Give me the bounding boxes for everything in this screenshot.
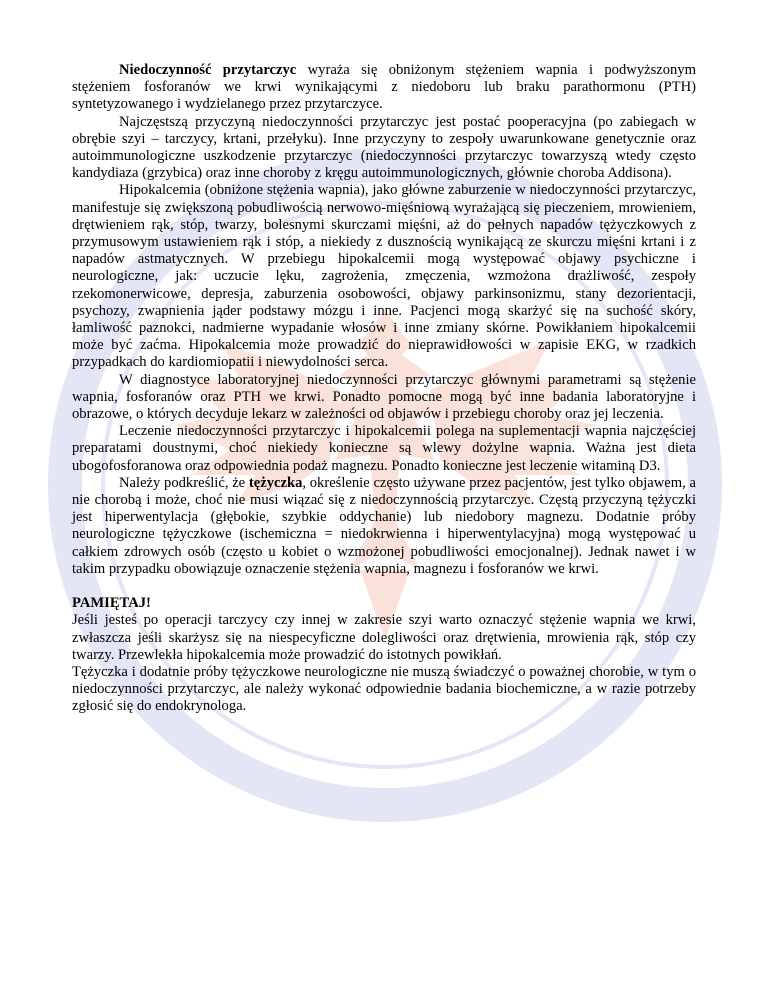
remember-heading: PAMIĘTAJ! xyxy=(72,595,151,612)
spacer xyxy=(72,578,696,595)
paragraph-tetany xyxy=(72,475,696,578)
paragraph-diagnostics: W diagnostyce laboratoryjnej niedoczynności przytarczyc głównymi parametrami są stężenie wapnia, fosforanów oraz PTH we krwi. Ponadto pomocne mogą być inne badania laboratoryjne i obrazowe, o których decyduje lekarz w zależności od objawów i przebiegu choroby oraz jej leczenia. xyxy=(72,371,696,423)
remember-line-1: Jeśli jesteś po operacji tarczycy czy innej w zakresie szyi warto oznaczyć stężenie wapnia we krwi, zwłaszcza jeśli skarżysz się na niespecyficzne dolegliwości oraz drętwienia, mrowienia rąk, stóp czy twarzy. Przewlekła hipokalcemia może prowadzić do istotnych powikłań. xyxy=(72,612,696,663)
paragraph-definition xyxy=(72,62,696,114)
paragraph-causes: Najczęstszą przyczyną niedoczynności przytarczyc jest postać pooperacyjna (po zabiegach w obrębie szyi – tarczycy, krtani, przełyku). Inne przyczyny to zespoły uwarunkowane genetycznie oraz autoimmunologiczne uszkodzenie przytarczyc (niedoczynności przytarczyc towarzyszą wtedy często kandydiaza (grzybica) oraz inne choroby z kręgu autoimmunologicznych, głównie choroba Addisona). xyxy=(72,113,696,182)
document-body xyxy=(72,62,696,716)
term-bold: tężyczka xyxy=(248,474,303,491)
paragraph-text: Należy podkreślić, że xyxy=(119,474,249,491)
paragraph-text: wyraża się obniżonym stężeniem wapnia i podwyższonym stężeniem fosforanów we krwi wynikającymi z niedoboru lub braku parathormonu (PTH) syntetyzowanego i wydzielanego przez przytarczyce. xyxy=(72,62,696,113)
remember-line-2: Tężyczka i dodatnie próby tężyczkowe neurologiczne nie muszą świadczyć o poważnej chorobie, w tym o niedoczynności przytarczyc, ale należy wykonać odpowiednie badania biochemiczne, a w razie potrzeby zgłosić się do endokrynologa. xyxy=(72,663,696,715)
term-bold: Niedoczynność przytarczyc xyxy=(119,62,297,78)
paragraph-text: , określenie często używane przez pacjentów, jest tylko objawem, a nie chorobą i może, choć nie musi wiązać się z niedoczynnością przytarczyc. Częstą przyczyną tężyczki jest hiperwentylacja (głębokie, szybkie oddychanie) lub niedobory magnezu. Dodatnie próby neurologiczne tężyczkowe (ischemiczna = niedokrwienna i hiperwentylacyjna) mogą występować u całkiem zdrowych osób (często u kobiet o wzmożonej pobudliwości emocjonalnej). Jednak nawet i w takim przypadku obowiązuje oznaczenie stężenia wapnia, magnezu i fosforanów we krwi. xyxy=(72,474,696,577)
paragraph-hypocalcemia: Hipokalcemia (obniżone stężenia wapnia), jako główne zaburzenie w niedoczynności przytarczyc, manifestuje się zwiększoną pobudliwością nerwowo-mięśniową wyrażającą się pieczeniem, mrowieniem, drętwieniem rąk, stóp, twarzy, bolesnymi skurczami mięśni, aż do pełnych napadów tężyczkowych z przymusowym ustawieniem rąk i stóp, a niekiedy z dusznością wynikającą ze skurczu mięśni krtani i z napadów astmatycznych. W przebiegu hipokalcemii mogą występować objawy psychiczne i neurologiczne, jak: uczucie lęku, zagrożenia, zmęczenia, wzmożona drażliwość, zespoły rzekomonerwicowe, depresja, zaburzenia osobowości, objawy parkinsonizmu, stany dezorientacji, psychozy, zwapnienia jąder podstawy mózgu i inne. Pacjenci mogą skarżyć się na suchość skóry, łamliwość paznokci, nadmierne wypadanie włosów i inne zmiany skórne. Powikłaniem hipokalcemii może być zaćma. Hipokalcemia może prowadzić do nieprawidłowości w zapisie EKG, w rzadkich przypadkach do kardiomiopatii i niewydolności serca. xyxy=(72,182,696,371)
paragraph-treatment: Leczenie niedoczynności przytarczyc i hipokalcemii polega na suplementacji wapnia najczęściej preparatami doustnymi, choć niekiedy konieczne są wlewy dożylne wapnia. Ważna jest dieta ubogofosforanowa oraz odpowiednia podaż magnezu. Ponadto konieczne jest leczenie witaminą D3. xyxy=(72,423,696,474)
